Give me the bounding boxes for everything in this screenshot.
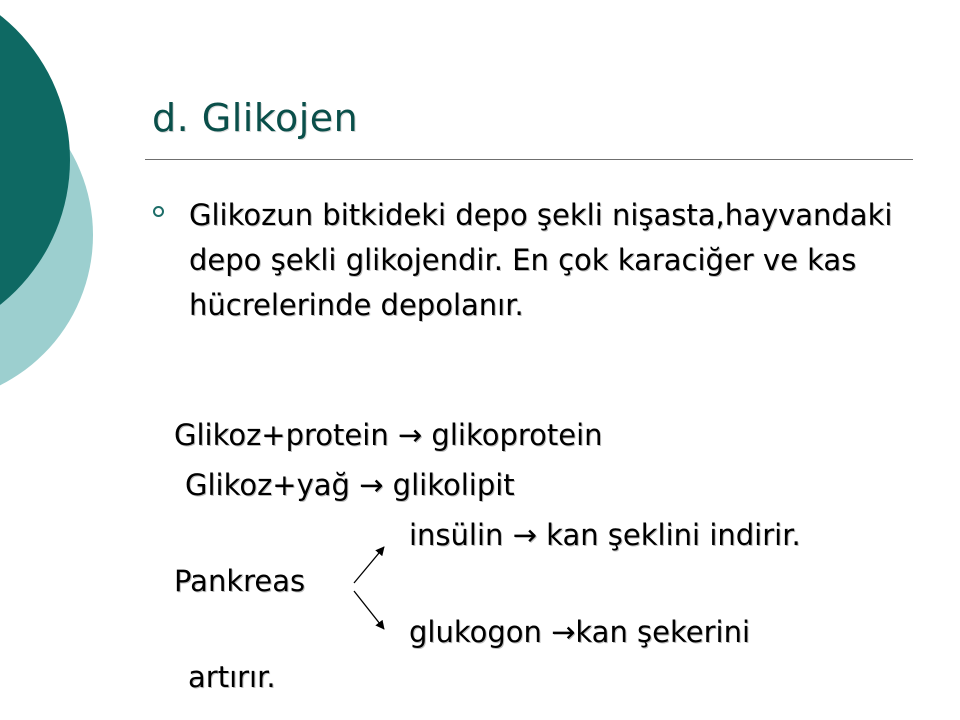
arrow-up-icon (354, 547, 384, 583)
reaction-glycolipid: Glikoz+yağ → glikolipit (185, 468, 515, 502)
decorative-circles (0, 0, 110, 400)
circle-bullet-icon (153, 206, 164, 217)
glucagon-effect-continued: artırır. (188, 660, 276, 694)
branch-arrows (340, 535, 400, 645)
bullet-text: Glikozun bitkideki depo şekli nişasta,hayvandaki depo şekli glikojendir. En çok karaciğer ve kas hücrelerinde depolanır. (189, 198, 893, 322)
pancreas-label: Pankreas (174, 564, 306, 598)
arrow-down-icon (354, 591, 384, 629)
slide-title: d. Glikojen (152, 96, 359, 140)
title-divider (145, 159, 913, 160)
insulin-effect: insülin → kan şeklini indirir. (409, 518, 801, 552)
bullet-item (150, 193, 910, 328)
reaction-glycoprotein: Glikoz+protein → glikoprotein (174, 418, 603, 452)
glucagon-effect: glukogon →kan şekerini (409, 615, 751, 649)
